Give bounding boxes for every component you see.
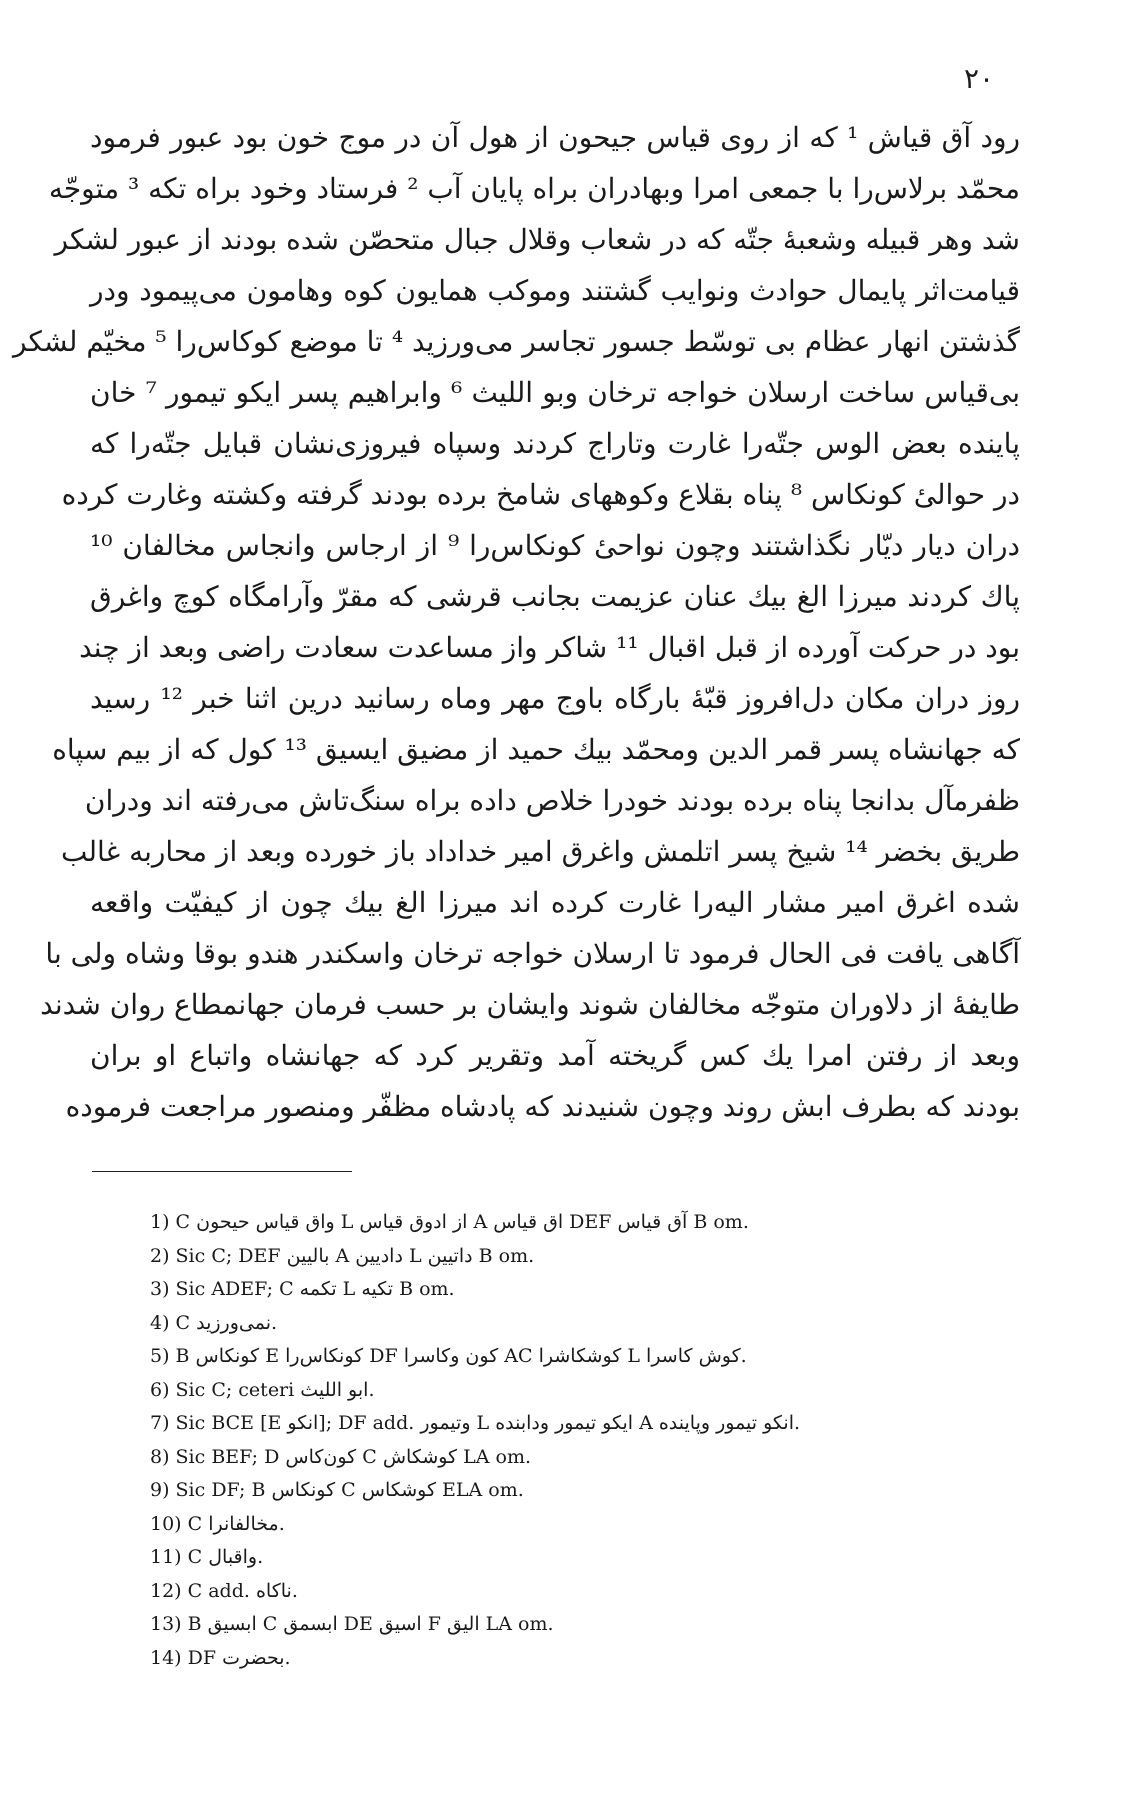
text-line: ظفرمآل بدانجا پناه برده بودند خودرا خلاص داده براه سنگ‌تاش می‌رفته اند ودران (84, 784, 1020, 817)
text-line: بی‌قیاس ساخت ارسلان خواجه ترخان وبو اللیث ⁶ وابراهیم پسر ایکو تیمور ⁷ خان (90, 376, 1020, 409)
text-line: گذشتن انهار عظام بی توسّط جسور تجاسر می‌ورزید ⁴ تا موضع کوکاس‌را ⁵ مخیّم لشکر (13, 325, 1020, 358)
text-line: روز دران مکان دل‌افروز قبّهٔ بارگاه باوج مهر وماه رسانید درین اثنا خبر ¹² رسید (90, 682, 1020, 715)
footnotes-block (150, 1206, 1030, 1675)
text-line: آگاهی یافت فی الحال فرمود تا ارسلان خواجه ترخان واسکندر هندو بوقا وشاه ولی با (45, 937, 1020, 970)
text-line: دران دیار دیّار نگذاشتند وچون نواحیٔ کونکاس‌را ⁹ از ارجاس وانجاس مخالفان ¹⁰ (90, 529, 1020, 562)
text-line: شد وهر قبیله وشعبهٔ جتّه که در شعاب وقلال جبال متحصّن شده بودند از عبور لشکر (54, 223, 1020, 256)
footnote: 13) B ابسیق C ابسمق DE اسیق F الیق LA om. (150, 1613, 554, 1635)
text-line: وبعد از رفتن امرا یك کس گریخته آمد وتقریر کرد که جهانشاه واتباع او بران (90, 1039, 1020, 1072)
footnote: 11) C واقبال. (150, 1546, 264, 1568)
footnote: 1) C واق قیاس حیحون L از ادوق قیاس A اق قیاس DEF آق قیاس B om. (150, 1211, 749, 1233)
footnote-separator-rule (92, 1171, 352, 1172)
page-number: ۲۰ (964, 62, 995, 95)
text-line: طریق بخضر ¹⁴ شیخ پسر اتلمش واغرق امیر خداداد باز خورده وبعد از محاربه غالب (61, 835, 1020, 868)
footnote: 3) Sic ADEF; C تکمه L تکیه B om. (150, 1278, 455, 1300)
text-line: بود در حرکت آورده از قبل اقبال ¹¹ شاکر واز مساعدت سعادت راضی وبعد از چند (79, 631, 1020, 664)
footnote: 14) DF بحضرت. (150, 1646, 291, 1669)
text-line: در حوالیٔ کونکاس ⁸ پناه بقلاع وکوههای شامخ برده بودند گرفته وکشته وغارت کرده (61, 478, 1020, 511)
footnote: 9) Sic DF; B کونکاس C کوشکاس ELA om. (150, 1479, 524, 1501)
main-text-block (13, 112, 1021, 1132)
footnote: 2) Sic C; DEF بالیین A دادیین L داتیین B om. (150, 1244, 535, 1267)
text-line: محمّد برلاس‌را با جمعی امرا وبهادران براه پایان آب ² فرستاد وخود براه تکه ³ متوجّه (48, 172, 1020, 205)
text-line: طایفهٔ از دلاوران متوجّه مخالفان شوند وایشان بر حسب فرمان جهانمطاع روان شدند (40, 988, 1020, 1021)
text-line: پاینده بعض الوس جتّه‌را غارت وتاراج کردند وسپاه فیروزی‌نشان قبایل جتّه‌را که (90, 427, 1020, 460)
text-line: پاك کردند میرزا الغ بیك عنان عزیمت بجانب قرشی که مقرّ وآرامگاه کوچ واغرق (90, 580, 1020, 613)
footnote: 4) C نمی‌ورزید. (150, 1311, 278, 1334)
text-line: بودند که بطرف ابش روند وچون شنیدند که پادشاه مظفّر ومنصور مراجعت فرموده (65, 1090, 1020, 1123)
footnote: 12) C add. ناکاه. (150, 1579, 298, 1602)
footnote: 7) Sic BCE [E انکو]; DF add. وتیمور L ایکو تیمور ودابنده A انکو تیمور وپاینده. (150, 1412, 801, 1434)
text-line: که جهانشاه پسر قمر الدین ومحمّد بیك حمید از مضیق ایسیق ¹³ کول که از بیم سپاه (52, 733, 1020, 766)
footnote: 8) Sic BEF; D کون‌کاس C کوشکاش LA om. (150, 1445, 532, 1468)
footnote: 10) C مخالفانرا. (150, 1512, 285, 1535)
text-line: شده اغرق امیر مشار الیه‌را غارت کرده اند میرزا الغ بیك چون از کیفیّت واقعه (90, 886, 1020, 919)
footnote: 6) Sic C; ceteri ابو اللیث. (150, 1378, 375, 1401)
text-line: رود آق قیاش ¹ که از روی قیاس جیحون از هول آن در موج خون بود عبور فرمود (90, 121, 1021, 154)
footnote: 5) B کونکاس E کونکاس‌را DF کون وکاسرا AC کوشکاشرا L کوش کاسرا. (150, 1345, 747, 1367)
text-line: قیامت‌اثر پایمال حوادث ونوایب گشتند وموکب همایون کوه وهامون می‌پیمود ودر (90, 274, 1020, 307)
